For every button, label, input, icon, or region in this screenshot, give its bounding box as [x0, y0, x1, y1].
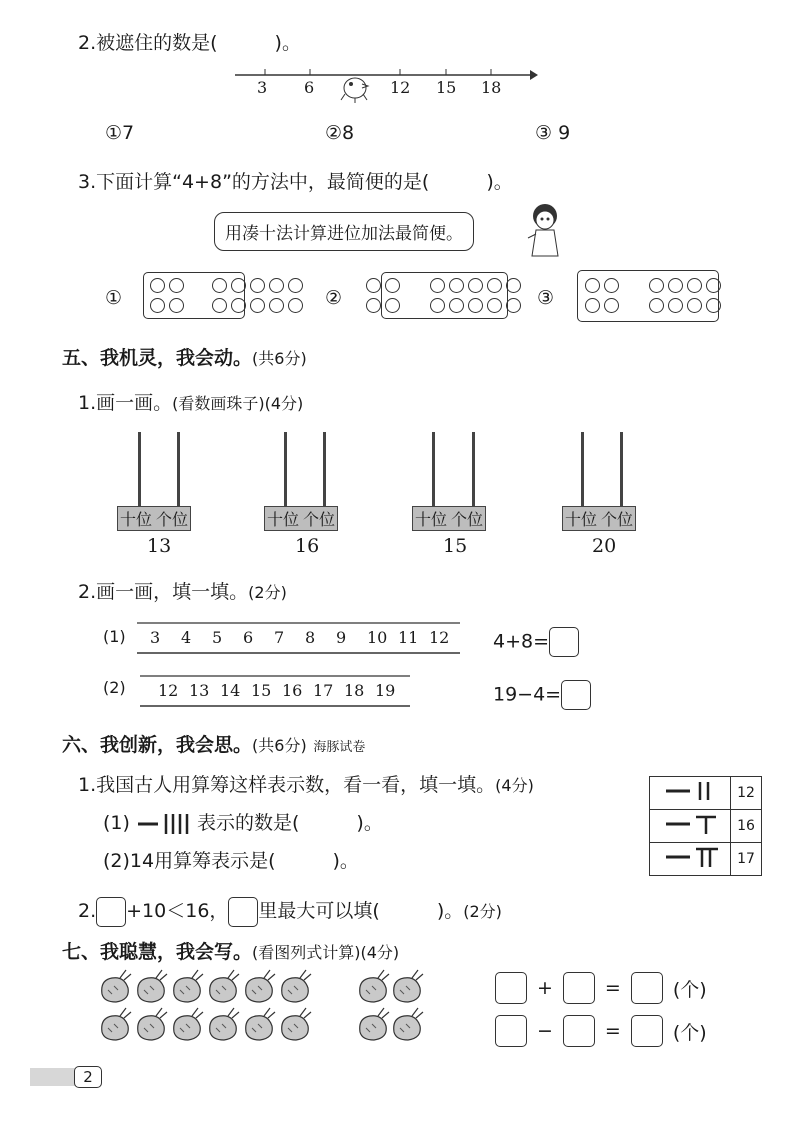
option-2[interactable]: ②: [325, 287, 343, 309]
abacus-base: 十位 个位: [562, 506, 636, 531]
section-7-title: 七、我聪慧，我会写。(看图列式计算)(4分): [62, 941, 400, 963]
page-number: 2: [74, 1066, 102, 1088]
equation-2: 19−4=: [493, 680, 591, 710]
question-3-text: 3.下面计算“4+8”的方法中，最简便的是( )。: [78, 171, 513, 193]
question-6-1-sub2: (2)14用算筹表示是( )。: [103, 850, 359, 872]
answer-box[interactable]: [96, 897, 126, 927]
answer-box[interactable]: [549, 627, 579, 657]
answer-box[interactable]: [563, 972, 595, 1004]
abacus-rod: [472, 432, 475, 507]
tick-label: 3: [257, 78, 268, 97]
rods-cell: [650, 843, 731, 876]
answer-box[interactable]: [495, 972, 527, 1004]
equation-add: + = (个): [495, 972, 707, 1004]
question-2-text: 2.被遮住的数是( )。: [78, 32, 301, 54]
footer-bar: [30, 1068, 75, 1086]
equation-subtract: − = (个): [495, 1015, 707, 1047]
question-6-1-sub1: (1) 表示的数是( )。: [103, 812, 383, 834]
abacus-value: 13: [147, 535, 172, 557]
radish-group: [98, 968, 428, 1048]
girl-icon: [520, 198, 570, 263]
answer-box[interactable]: [561, 680, 591, 710]
line-label: (1): [103, 627, 126, 646]
abacus-rod: [138, 432, 141, 507]
answer-box[interactable]: [563, 1015, 595, 1047]
question-5-1-text: 1.画一画。(看数画珠子)(4分): [78, 392, 304, 414]
counting-rods-icon: [136, 812, 191, 836]
question-6-2-text: 2. +10＜16， 里最大可以填( )。(2分): [78, 896, 502, 927]
abacus-rod: [177, 432, 180, 507]
abacus-rod: [620, 432, 623, 507]
option-1[interactable]: ①7: [105, 122, 135, 144]
option-1[interactable]: ①: [105, 287, 123, 309]
abacus-value: 16: [295, 535, 320, 557]
tick-label: 6: [304, 78, 315, 97]
tick-labels: 3 4 5 6 7 8 9 10 11 12: [150, 628, 450, 647]
section-6-title: 六、我创新，我会思。(共6分) 海豚试卷: [62, 734, 366, 756]
abacus-value: 20: [592, 535, 617, 557]
counting-rods-table: 12 16 17: [649, 776, 762, 876]
rods-cell: [650, 777, 731, 810]
section-5-title: 五、我机灵，我会动。(共6分): [62, 347, 307, 369]
speech-bubble: 用凑十法计算进位加法最简便。: [214, 212, 474, 251]
bird-icon: [341, 78, 368, 103]
option-2[interactable]: ②8: [325, 122, 355, 144]
radish-icon: [102, 970, 423, 1002]
answer-box[interactable]: [631, 1015, 663, 1047]
answer-box[interactable]: [631, 972, 663, 1004]
question-6-1-text: 1.我国古人用算筹这样表示数，看一看，填一填。(4分): [78, 774, 534, 796]
tick-labels: 12 13 14 15 16 17 18 19: [158, 681, 396, 700]
line-label: (2): [103, 678, 126, 697]
abacus-rod: [432, 432, 435, 507]
option-3[interactable]: ③ 9: [535, 122, 571, 144]
abacus-base: 十位 个位: [412, 506, 486, 531]
tick-label: 12: [390, 78, 411, 97]
tick-label: 15: [436, 78, 457, 97]
option-3[interactable]: ③: [537, 287, 555, 309]
abacus-rod: [581, 432, 584, 507]
counters-group: [366, 278, 521, 313]
answer-box[interactable]: [228, 897, 258, 927]
question-5-2-text: 2.画一画，填一填。(2分): [78, 581, 287, 603]
counters-group: [150, 278, 303, 313]
abacus-base: 十位 个位: [264, 506, 338, 531]
abacus-value: 15: [443, 535, 468, 557]
counters-group: [585, 278, 721, 313]
abacus-base: 十位 个位: [117, 506, 191, 531]
radish-icon: [102, 1008, 423, 1040]
abacus-rod: [323, 432, 326, 507]
answer-box[interactable]: [495, 1015, 527, 1047]
equation-1: 4+8=: [493, 627, 579, 657]
tick-label: 18: [481, 78, 502, 97]
rods-cell: [650, 810, 731, 843]
watermark: 海豚试卷: [313, 740, 366, 755]
abacus-rod: [284, 432, 287, 507]
